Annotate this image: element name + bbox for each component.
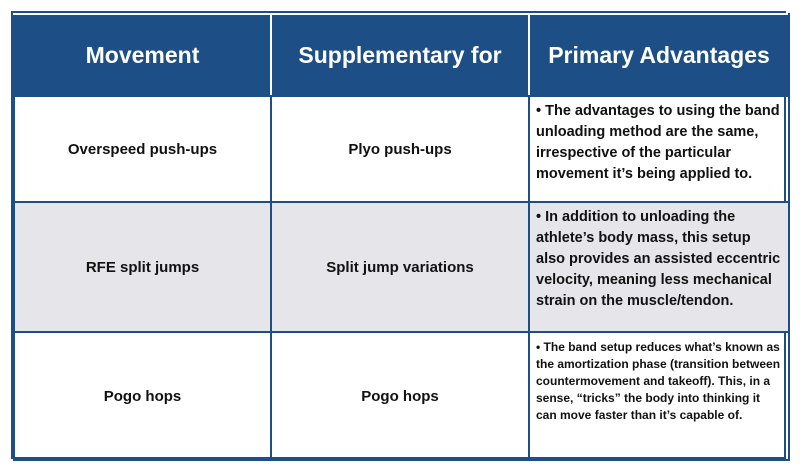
cell-movement: RFE split jumps [14, 202, 271, 332]
header-movement: Movement [14, 14, 271, 96]
cell-supplementary: Split jump variations [271, 202, 529, 332]
header-supplementary-for: Supplementary for [271, 14, 529, 96]
table [13, 13, 790, 461]
header-primary-advantages: Primary Advantages [529, 14, 789, 96]
table-row [14, 332, 789, 460]
table-row [14, 96, 789, 202]
cell-advantages: • The band setup reduces what’s known as the amortization phase (transition between countermovement and takeoff). This, in a sense, “tricks” the body into thinking it can move faster than it’s capable of. [529, 332, 789, 460]
table-row [14, 202, 789, 332]
header-row [14, 14, 789, 96]
cell-advantages: • In addition to unloading the athlete’s body mass, this setup also provides an assisted eccentric velocity, meaning less mechanical strain on the muscle/tendon. [529, 202, 789, 332]
cell-advantages: • The advantages to using the band unloading method are the same, irrespective of the particular movement it’s being applied to. [529, 96, 789, 202]
cell-supplementary: Pogo hops [271, 332, 529, 460]
cell-movement: Overspeed push-ups [14, 96, 271, 202]
cell-supplementary: Plyo push-ups [271, 96, 529, 202]
cell-movement: Pogo hops [14, 332, 271, 460]
comparison-table [11, 11, 786, 459]
